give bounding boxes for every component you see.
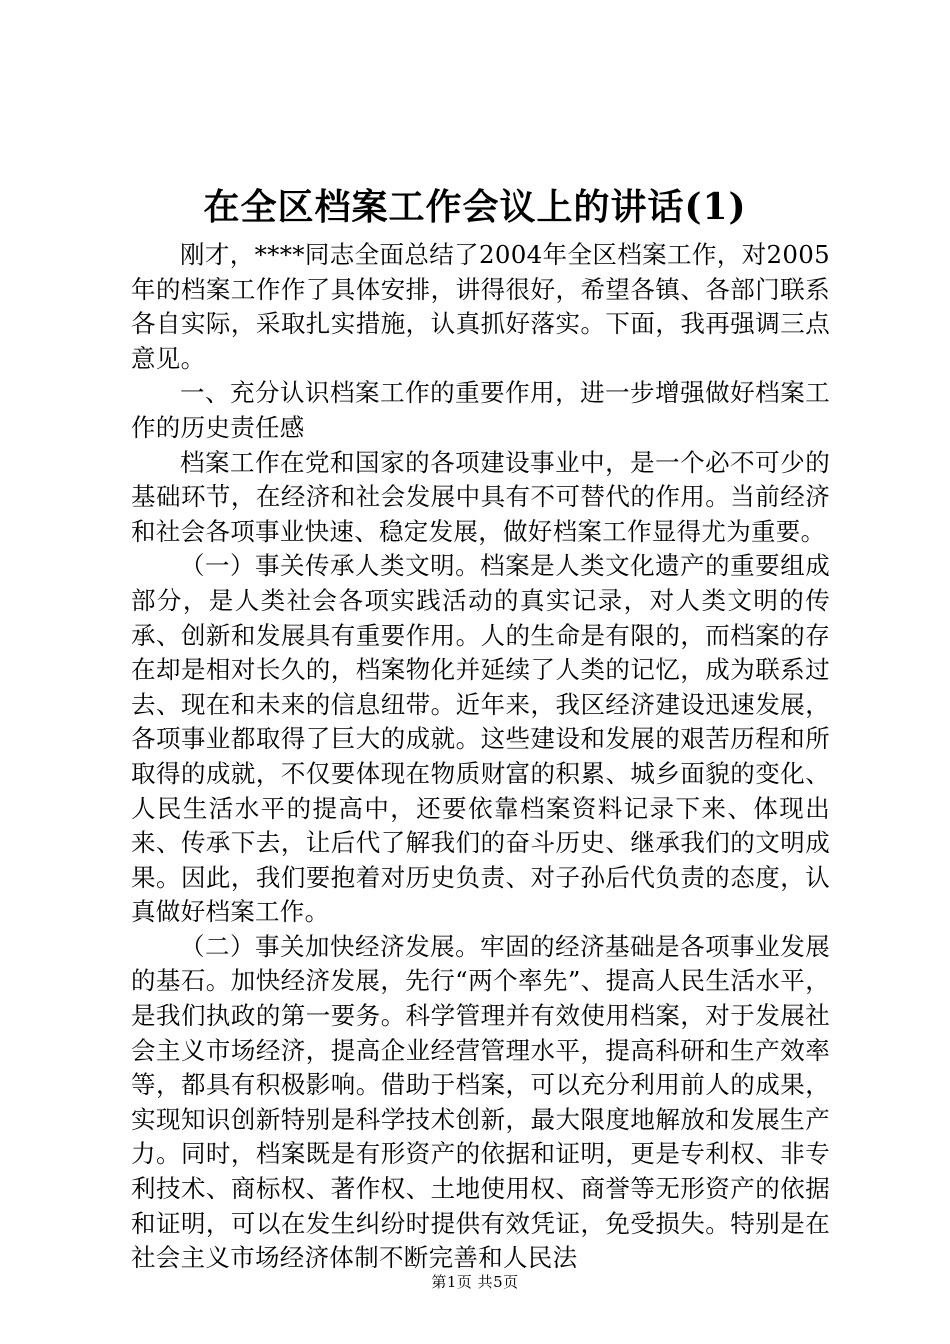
section-heading-1: 一、充分认识档案工作的重要作用，进一步增强做好档案工作的历史责任感: [131, 378, 830, 442]
document-body: [131, 238, 830, 1276]
paragraph-point-2: （二）事关加快经济发展。牢固的经济基础是各项事业发展的基石。加快经济发展，先行“两个率先”、提高人民生活水平，是我们执政的第一要务。科学管理并有效使用档案，对于发展社会主义市场经济，提高企业经营管理水平，提高科研和生产效率等，都具有积极影响。借助于档案，可以充分利用前人的成果，实现知识创新特别是科学技术创新，最大限度地解放和发展生产力。同时，档案既是有形资产的依据和证明，更是专利权、非专利技术、商标权、著作权、土地使用权、商誉等无形资产的依据和证明，可以在发生纠纷时提供有效凭证，免受损失。特别是在社会主义市场经济体制不断完善和人民法: [131, 931, 830, 1273]
document-title: 在全区档案工作会议上的讲话(1): [203, 186, 747, 228]
paragraph-intro: 刚才，****同志全面总结了2004年全区档案工作，对2005年的档案工作作了具体安排，讲得很好，希望各镇、各部门联系各自实际，采取扎实措施，认真抓好落实。下面，我再强调三点意见。: [131, 240, 830, 373]
paragraph-section-1-intro: 档案工作在党和国家的各项建设事业中，是一个必不可少的基础环节，在经济和社会发展中具有不可替代的作用。当前经济和社会各项事业快速、稳定发展，做好档案工作显得尤为重要。: [131, 447, 830, 546]
paragraph-point-1: （一）事关传承人类文明。档案是人类文化遗产的重要组成部分，是人类社会各项实践活动的真实记录，对人类文明的传承、创新和发展具有重要作用。人的生命是有限的，而档案的存在却是相对长久的，档案物化并延续了人类的记忆，成为联系过去、现在和未来的信息纽带。近年来，我区经济建设迅速发展，各项事业都取得了巨大的成就。这些建设和发展的艰苦历程和所取得的成就，不仅要体现在物质财富的积累、城乡面貌的变化、人民生活水平的提高中，还要依靠档案资料记录下来、体现出来、传承下去，让后代了解我们的奋斗历史、继承我们的文明成果。因此，我们要抱着对历史负责、对子孙后代负责的态度，认真做好档案工作。: [131, 551, 830, 927]
page-number-footer: 第1页 共5页: [431, 1273, 519, 1291]
